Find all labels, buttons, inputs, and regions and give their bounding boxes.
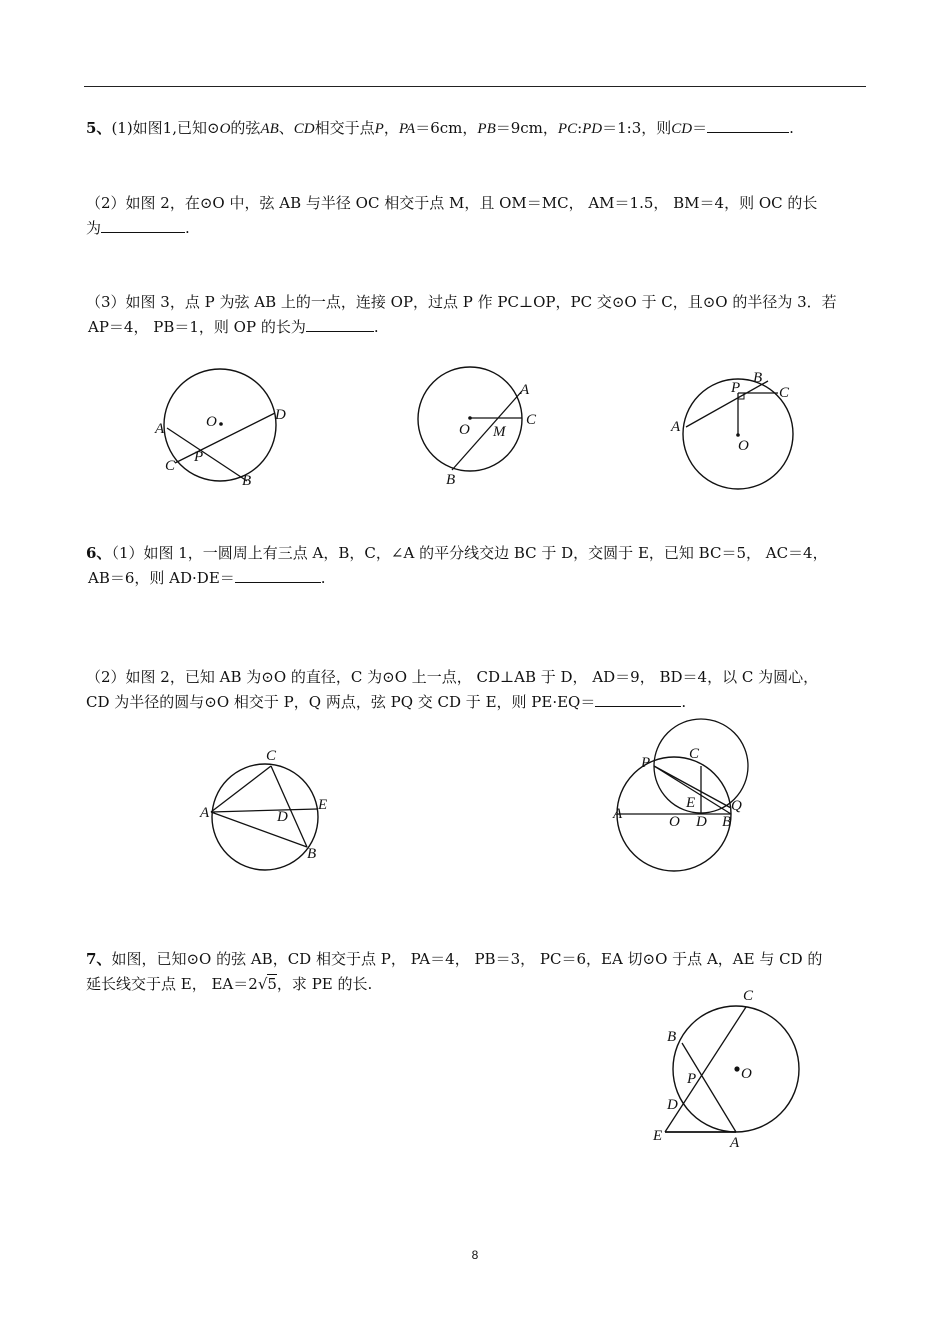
label-B: B xyxy=(722,814,732,830)
q5-figure-2 xyxy=(410,360,560,490)
label-C: C xyxy=(743,988,754,1004)
label-O: O xyxy=(669,814,680,830)
label-O: O xyxy=(738,438,749,454)
label-P: P xyxy=(641,755,651,771)
label-B: B xyxy=(667,1029,677,1045)
label-Q: Q xyxy=(731,798,742,814)
label-E: E xyxy=(686,795,696,811)
q6-part2: （2）如图 2，已知 AB 为⊙O 的直径，C 为⊙O 上一点， CD⊥AB 于 D， AD＝9， BD＝4，以 C 为圆心， CD 为半径的圆与⊙O 相交于 P，Q 两点，弦 PQ 交 CD 于 E，则 PE·EQ＝ . xyxy=(86,668,819,711)
answer-blank[interactable] xyxy=(235,568,321,583)
label-D: D xyxy=(277,809,288,825)
label-E: E xyxy=(653,1128,663,1144)
q5-part2: （2）如图 2，在⊙O 中，弦 AB 与半径 OC 相交于点 M，且 OM＝MC， AM＝1.5， BM＝4，则 OC 的长 为 . xyxy=(86,194,818,237)
label-O: O xyxy=(459,422,470,438)
label-A: A xyxy=(730,1135,740,1151)
label-C: C xyxy=(526,412,537,428)
sqrt-symbol: √ xyxy=(257,975,268,993)
label-O: O xyxy=(741,1066,752,1082)
label-D: D xyxy=(696,814,707,830)
label-E: E xyxy=(318,797,328,813)
label-A: A xyxy=(671,419,681,435)
label-B: B xyxy=(242,473,252,489)
label-O: O xyxy=(206,414,217,430)
label-A: A xyxy=(200,805,210,821)
label-B: B xyxy=(753,370,763,386)
q5-part1: 5、(1)如图1,已知⊙O的弦AB、CD相交于点P，PA＝6cm，PB＝9cm，PC:PD＝1:3，则CD＝ . xyxy=(86,119,794,137)
q6-number: 6、 xyxy=(86,544,112,562)
label-A: A xyxy=(155,421,165,437)
label-M: M xyxy=(493,424,506,440)
answer-blank[interactable] xyxy=(306,317,374,332)
q6-figure-1 xyxy=(195,745,345,875)
header-rule xyxy=(84,86,866,87)
page-number: 8 xyxy=(471,1248,479,1262)
q7-text: 7、如图，已知⊙O 的弦 AB，CD 相交于点 P， PA＝4， PB＝3， PC＝6，EA 切⊙O 于点 A，AE 与 CD 的 延长线交于点 E， EA＝2√5，求 PE 的长. xyxy=(86,950,823,993)
label-A: A xyxy=(613,806,623,822)
label-C: C xyxy=(689,746,700,762)
label-D: D xyxy=(667,1097,678,1113)
label-D: D xyxy=(275,407,286,423)
label-P: P xyxy=(731,380,741,396)
answer-blank[interactable] xyxy=(101,218,185,233)
q5-number: 5、 xyxy=(86,119,112,137)
label-C: C xyxy=(779,385,790,401)
answer-blank[interactable] xyxy=(707,118,789,133)
q7-figure xyxy=(645,985,815,1155)
q6-part1: 6、（1）如图 1，一圆周上有三点 A，B，C，∠A 的平分线交边 BC 于 D，交圆于 E，已知 BC＝5， AC＝4， AB＝6，则 AD·DE＝ . xyxy=(86,544,828,587)
label-A: A xyxy=(520,382,530,398)
q5-figure-1 xyxy=(150,365,290,495)
answer-blank[interactable] xyxy=(595,692,681,707)
q7-number: 7、 xyxy=(86,950,112,968)
label-B: B xyxy=(446,472,456,488)
q5-part3: （3）如图 3，点 P 为弦 AB 上的一点，连接 OP，过点 P 作 PC⊥OP，PC 交⊙O 于 C，且⊙O 的半径为 3．若 AP＝4， PB＝1，则 OP 的长为 . xyxy=(86,293,837,336)
label-C: C xyxy=(165,458,176,474)
label-C: C xyxy=(266,748,277,764)
q6-figure-2 xyxy=(605,710,775,875)
q5-figure-3 xyxy=(665,365,815,495)
label-B: B xyxy=(307,846,317,862)
label-P: P xyxy=(194,449,204,465)
label-P: P xyxy=(687,1071,697,1087)
